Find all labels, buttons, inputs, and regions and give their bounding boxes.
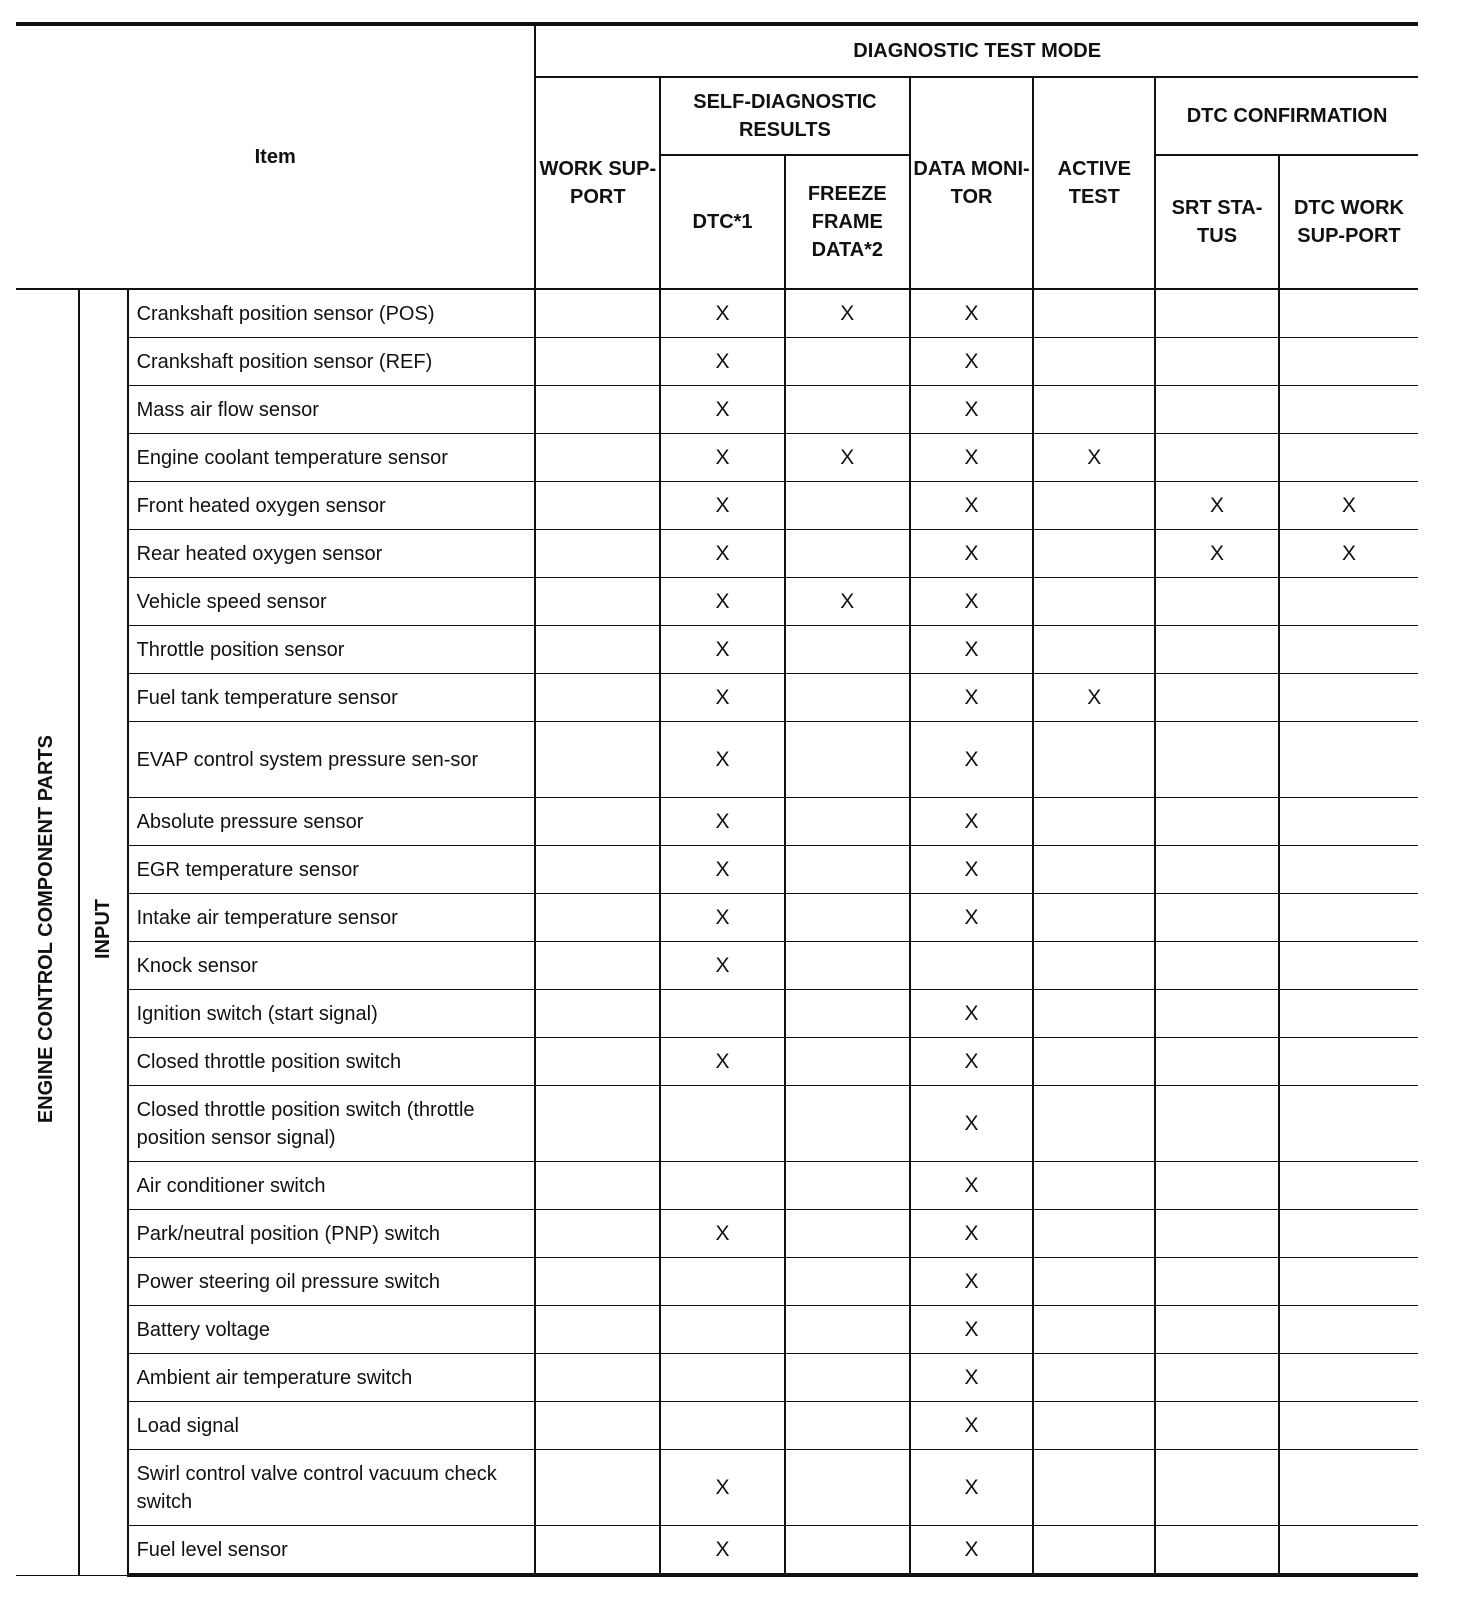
x-mark: X (715, 301, 730, 325)
item-name: Park/neutral position (PNP) switch (128, 1210, 536, 1258)
item-name: Air conditioner switch (128, 1162, 536, 1210)
mark-cell (535, 434, 660, 482)
mark-cell (910, 1258, 1034, 1306)
x-mark: X (715, 685, 730, 709)
mark-cell (910, 1210, 1034, 1258)
mark-cell (910, 798, 1034, 846)
table-row (16, 338, 1418, 386)
x-mark: X (715, 809, 730, 833)
item-name: Ignition switch (start signal) (128, 990, 536, 1038)
mark-cell (1155, 1038, 1279, 1086)
table-row (16, 530, 1418, 578)
mark-cell (660, 482, 785, 530)
mark-cell (1033, 1162, 1155, 1210)
mark-cell (1033, 530, 1155, 578)
x-mark: X (840, 301, 855, 325)
mark-cell (910, 1354, 1034, 1402)
mark-cell (910, 578, 1034, 626)
mark-cell (785, 530, 910, 578)
mark-cell (535, 1354, 660, 1402)
x-mark: X (964, 905, 979, 929)
mark-cell (1279, 1258, 1418, 1306)
x-mark: X (964, 541, 979, 565)
x-mark: X (964, 857, 979, 881)
table-row (16, 1162, 1418, 1210)
x-mark: X (1087, 445, 1102, 469)
active-test-header: ACTIVE TEST (1033, 77, 1155, 289)
mark-cell (785, 1526, 910, 1576)
mark-cell (785, 1402, 910, 1450)
table-row (16, 1258, 1418, 1306)
item-name: Engine coolant temperature sensor (128, 434, 536, 482)
mark-cell (535, 578, 660, 626)
x-mark: X (964, 1475, 979, 1499)
mark-cell (910, 722, 1034, 798)
mark-cell (785, 1086, 910, 1162)
mark-cell (910, 386, 1034, 434)
group-inner-text: INPUT (91, 899, 114, 960)
mark-cell (1155, 674, 1279, 722)
mark-cell (1279, 798, 1418, 846)
mark-cell (910, 482, 1034, 530)
mark-cell (785, 338, 910, 386)
mark-cell (535, 1086, 660, 1162)
mark-cell (910, 1038, 1034, 1086)
mark-cell (1033, 1526, 1155, 1576)
x-mark: X (1210, 541, 1225, 565)
x-mark: X (715, 445, 730, 469)
item-name: Throttle position sensor (128, 626, 536, 674)
mark-cell (535, 1450, 660, 1526)
x-mark: X (715, 747, 730, 771)
item-header: Item (16, 26, 535, 289)
mark-cell (1155, 1450, 1279, 1526)
mark-cell (535, 894, 660, 942)
table-row (16, 674, 1418, 722)
mark-cell (1279, 386, 1418, 434)
mark-cell (910, 434, 1034, 482)
mark-cell (660, 1450, 785, 1526)
mark-cell (1279, 846, 1418, 894)
mark-cell (535, 338, 660, 386)
x-mark: X (1087, 685, 1102, 709)
mark-cell (660, 942, 785, 990)
dtc-work-support-header: DTC WORK SUP-PORT (1279, 155, 1418, 289)
dtc-confirmation-header: DTC CONFIRMATION (1155, 77, 1418, 155)
x-mark: X (964, 397, 979, 421)
group-outer-text: ENGINE CONTROL COMPONENT PARTS (35, 735, 58, 1124)
mark-cell (785, 894, 910, 942)
table-row (16, 798, 1418, 846)
mark-cell (660, 1210, 785, 1258)
mark-cell (1279, 674, 1418, 722)
diagnostic-test-mode-document (16, 0, 1418, 1612)
dtc-header: DTC*1 (660, 155, 785, 289)
mark-cell (1279, 1210, 1418, 1258)
mark-cell (660, 289, 785, 338)
item-name: Closed throttle position switch (128, 1038, 536, 1086)
mark-cell (1033, 1306, 1155, 1354)
table-row (16, 1354, 1418, 1402)
x-mark: X (964, 1365, 979, 1389)
mark-cell (785, 482, 910, 530)
mark-cell (910, 1086, 1034, 1162)
mark-cell (1033, 338, 1155, 386)
item-name: Crankshaft position sensor (REF) (128, 338, 536, 386)
mark-cell (1279, 1306, 1418, 1354)
mark-cell (1279, 482, 1418, 530)
table-row (16, 1402, 1418, 1450)
mark-cell (660, 798, 785, 846)
table-row (16, 722, 1418, 798)
mark-cell (660, 1354, 785, 1402)
mark-cell (1033, 674, 1155, 722)
x-mark: X (964, 1173, 979, 1197)
work-support-header: WORK SUP-PORT (535, 77, 660, 289)
mark-cell (910, 1526, 1034, 1576)
mark-cell (660, 722, 785, 798)
mark-cell (785, 1162, 910, 1210)
table-row (16, 386, 1418, 434)
mark-cell (1033, 386, 1155, 434)
diagnostic-test-mode-header: DIAGNOSTIC TEST MODE (535, 26, 1418, 77)
x-mark: X (715, 397, 730, 421)
diagnostic-test-mode-table (16, 22, 1418, 1577)
mark-cell (660, 894, 785, 942)
mark-cell (1279, 530, 1418, 578)
mark-cell (1155, 578, 1279, 626)
item-name: Mass air flow sensor (128, 386, 536, 434)
table-row (16, 1306, 1418, 1354)
mark-cell (785, 1210, 910, 1258)
mark-cell (785, 1038, 910, 1086)
mark-cell (1155, 722, 1279, 798)
mark-cell (910, 1306, 1034, 1354)
mark-cell (785, 626, 910, 674)
x-mark: X (964, 301, 979, 325)
mark-cell (910, 1450, 1034, 1526)
mark-cell (535, 386, 660, 434)
mark-cell (1155, 1526, 1279, 1576)
mark-cell (1155, 1402, 1279, 1450)
mark-cell (1279, 1450, 1418, 1526)
mark-cell (1155, 942, 1279, 990)
mark-cell (785, 674, 910, 722)
mark-cell (1279, 894, 1418, 942)
mark-cell (1279, 1038, 1418, 1086)
mark-cell (1279, 1402, 1418, 1450)
mark-cell (910, 1162, 1034, 1210)
mark-cell (1033, 626, 1155, 674)
engine-control-component-parts-label (16, 289, 79, 1575)
x-mark: X (964, 1221, 979, 1245)
mark-cell (910, 674, 1034, 722)
item-name: EVAP control system pressure sen-sor (128, 722, 536, 798)
mark-cell (535, 1306, 660, 1354)
mark-cell (535, 1210, 660, 1258)
x-mark: X (840, 445, 855, 469)
mark-cell (785, 1450, 910, 1526)
mark-cell (1279, 578, 1418, 626)
mark-cell (785, 386, 910, 434)
mark-cell (785, 722, 910, 798)
mark-cell (660, 1306, 785, 1354)
mark-cell (660, 338, 785, 386)
mark-cell (1033, 1450, 1155, 1526)
table-body (16, 289, 1418, 1575)
item-name: Rear heated oxygen sensor (128, 530, 536, 578)
item-name: Knock sensor (128, 942, 536, 990)
data-monitor-header: DATA MONI-TOR (910, 77, 1034, 289)
item-name: Fuel tank temperature sensor (128, 674, 536, 722)
mark-cell (1033, 1086, 1155, 1162)
item-name: Intake air temperature sensor (128, 894, 536, 942)
table-row (16, 1450, 1418, 1526)
table-row (16, 846, 1418, 894)
x-mark: X (964, 1317, 979, 1341)
mark-cell (910, 1402, 1034, 1450)
table-row (16, 1038, 1418, 1086)
table-row (16, 434, 1418, 482)
table-row (16, 1526, 1418, 1576)
table-row (16, 289, 1418, 338)
item-name: Closed throttle position switch (throttle position sensor signal) (128, 1086, 536, 1162)
mark-cell (1033, 289, 1155, 338)
mark-cell (1155, 1306, 1279, 1354)
x-mark: X (964, 685, 979, 709)
item-name: Battery voltage (128, 1306, 536, 1354)
table-row (16, 894, 1418, 942)
mark-cell (660, 1162, 785, 1210)
x-mark: X (964, 1537, 979, 1561)
mark-cell (910, 338, 1034, 386)
mark-cell (1155, 1258, 1279, 1306)
mark-cell (785, 990, 910, 1038)
mark-cell (1155, 846, 1279, 894)
item-name: Load signal (128, 1402, 536, 1450)
mark-cell (1279, 338, 1418, 386)
mark-cell (660, 434, 785, 482)
mark-cell (535, 846, 660, 894)
mark-cell (660, 626, 785, 674)
x-mark: X (964, 493, 979, 517)
mark-cell (1155, 1354, 1279, 1402)
x-mark: X (1210, 493, 1225, 517)
item-name: Power steering oil pressure switch (128, 1258, 536, 1306)
mark-cell (785, 846, 910, 894)
mark-cell (1155, 289, 1279, 338)
x-mark: X (715, 1537, 730, 1561)
mark-cell (1033, 482, 1155, 530)
mark-cell (785, 942, 910, 990)
mark-cell (1279, 722, 1418, 798)
x-mark: X (715, 349, 730, 373)
mark-cell (785, 1258, 910, 1306)
x-mark: X (964, 349, 979, 373)
mark-cell (785, 289, 910, 338)
item-name: EGR temperature sensor (128, 846, 536, 894)
mark-cell (1033, 990, 1155, 1038)
mark-cell (535, 1162, 660, 1210)
mark-cell (785, 578, 910, 626)
mark-cell (1033, 942, 1155, 990)
x-mark: X (840, 589, 855, 613)
item-name: Swirl control valve control vacuum check switch (128, 1450, 536, 1526)
mark-cell (660, 674, 785, 722)
mark-cell (535, 482, 660, 530)
x-mark: X (715, 637, 730, 661)
mark-cell (1155, 1162, 1279, 1210)
mark-cell (535, 990, 660, 1038)
x-mark: X (964, 1111, 979, 1135)
mark-cell (1033, 1258, 1155, 1306)
x-mark: X (1341, 541, 1356, 565)
x-mark: X (1341, 493, 1356, 517)
mark-cell (1033, 1402, 1155, 1450)
mark-cell (660, 530, 785, 578)
mark-cell (1279, 1162, 1418, 1210)
mark-cell (535, 1258, 660, 1306)
mark-cell (1033, 1210, 1155, 1258)
self-diagnostic-results-header: SELF-DIAGNOSTIC RESULTS (660, 77, 910, 155)
mark-cell (660, 1526, 785, 1576)
x-mark: X (715, 493, 730, 517)
mark-cell (785, 798, 910, 846)
x-mark: X (715, 905, 730, 929)
mark-cell (785, 1306, 910, 1354)
mark-cell (1155, 990, 1279, 1038)
x-mark: X (715, 1475, 730, 1499)
mark-cell (1033, 578, 1155, 626)
mark-cell (1279, 942, 1418, 990)
mark-cell (660, 990, 785, 1038)
mark-cell (1033, 798, 1155, 846)
x-mark: X (964, 747, 979, 771)
input-group-label (79, 289, 128, 1575)
mark-cell (1155, 1086, 1279, 1162)
item-name: Crankshaft position sensor (POS) (128, 289, 536, 338)
table-row (16, 1210, 1418, 1258)
mark-cell (910, 990, 1034, 1038)
mark-cell (1155, 434, 1279, 482)
mark-cell (1155, 894, 1279, 942)
item-name: Absolute pressure sensor (128, 798, 536, 846)
mark-cell (1155, 386, 1279, 434)
mark-cell (1155, 482, 1279, 530)
mark-cell (535, 674, 660, 722)
item-name: Fuel level sensor (128, 1526, 536, 1576)
mark-cell (1033, 434, 1155, 482)
x-mark: X (964, 637, 979, 661)
mark-cell (535, 530, 660, 578)
mark-cell (535, 942, 660, 990)
mark-cell (1279, 1526, 1418, 1576)
mark-cell (660, 1258, 785, 1306)
x-mark: X (715, 589, 730, 613)
mark-cell (1033, 1354, 1155, 1402)
table-row (16, 990, 1418, 1038)
mark-cell (1155, 626, 1279, 674)
table-row (16, 1086, 1418, 1162)
x-mark: X (964, 589, 979, 613)
mark-cell (535, 1402, 660, 1450)
mark-cell (1155, 338, 1279, 386)
x-mark: X (964, 1269, 979, 1293)
x-mark: X (964, 1001, 979, 1025)
item-name: Front heated oxygen sensor (128, 482, 536, 530)
table-row (16, 942, 1418, 990)
item-name: Vehicle speed sensor (128, 578, 536, 626)
x-mark: X (964, 1049, 979, 1073)
mark-cell (1033, 722, 1155, 798)
mark-cell (910, 894, 1034, 942)
mark-cell (535, 626, 660, 674)
mark-cell (535, 1526, 660, 1576)
srt-status-header: SRT STA-TUS (1155, 155, 1279, 289)
mark-cell (1279, 1354, 1418, 1402)
mark-cell (1155, 798, 1279, 846)
mark-cell (1279, 434, 1418, 482)
x-mark: X (715, 1221, 730, 1245)
mark-cell (1155, 530, 1279, 578)
mark-cell (660, 1402, 785, 1450)
freeze-frame-data-header: FREEZE FRAME DATA*2 (785, 155, 910, 289)
x-mark: X (715, 953, 730, 977)
mark-cell (535, 722, 660, 798)
x-mark: X (964, 1413, 979, 1437)
mark-cell (910, 289, 1034, 338)
mark-cell (910, 846, 1034, 894)
mark-cell (1279, 626, 1418, 674)
mark-cell (660, 578, 785, 626)
mark-cell (785, 434, 910, 482)
table-row (16, 482, 1418, 530)
mark-cell (1033, 1038, 1155, 1086)
table-row (16, 626, 1418, 674)
mark-cell (910, 942, 1034, 990)
table-row (16, 578, 1418, 626)
mark-cell (1033, 894, 1155, 942)
item-name: Ambient air temperature switch (128, 1354, 536, 1402)
x-mark: X (715, 857, 730, 881)
x-mark: X (715, 1049, 730, 1073)
mark-cell (1155, 1210, 1279, 1258)
mark-cell (535, 1038, 660, 1086)
mark-cell (785, 1354, 910, 1402)
mark-cell (910, 530, 1034, 578)
mark-cell (535, 798, 660, 846)
x-mark: X (715, 541, 730, 565)
mark-cell (1033, 846, 1155, 894)
mark-cell (1279, 1086, 1418, 1162)
mark-cell (535, 289, 660, 338)
mark-cell (660, 386, 785, 434)
mark-cell (1279, 990, 1418, 1038)
mark-cell (1279, 289, 1418, 338)
mark-cell (660, 1086, 785, 1162)
mark-cell (660, 1038, 785, 1086)
mark-cell (910, 626, 1034, 674)
x-mark: X (964, 445, 979, 469)
mark-cell (660, 846, 785, 894)
x-mark: X (964, 809, 979, 833)
